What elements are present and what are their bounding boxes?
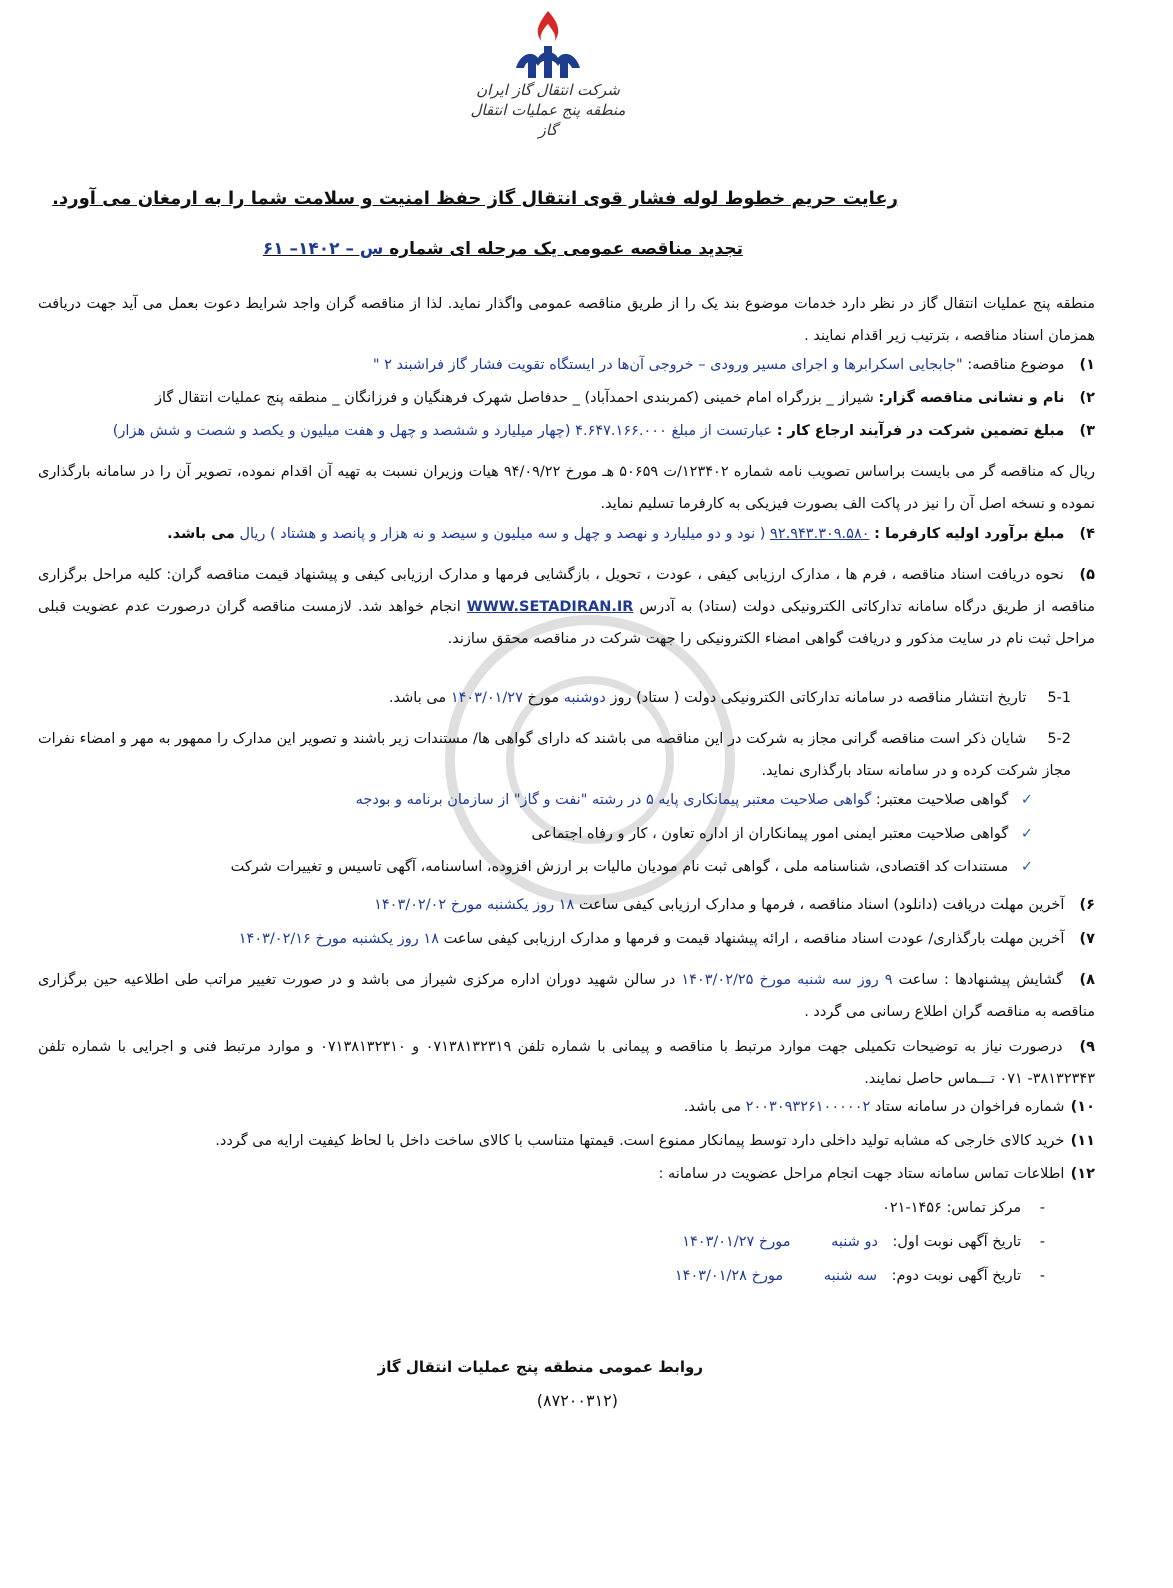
check-icon: ✓ xyxy=(1020,826,1033,842)
check-item-3 xyxy=(231,859,1033,875)
item-6-number: ۶) xyxy=(1079,897,1095,913)
contact-center xyxy=(882,1200,1045,1216)
item-10-text: شماره فراخوان در سامانه ستاد xyxy=(874,1099,1065,1115)
item-7-deadline: ۱۸ روز یکشنبه مورخ ۱۴۰۳/۰۲/۱۶ xyxy=(238,931,439,947)
item-3-label: مبلغ تضمین شرکت در فرآیند ارجاع کار : xyxy=(776,423,1065,439)
item-5-1-day: دوشنبه xyxy=(563,690,606,706)
check-icon: ✓ xyxy=(1020,792,1033,808)
tender-title-prefix: تجدید مناقصه عمومی یک مرحله ای شماره xyxy=(389,239,743,259)
item-7 xyxy=(239,931,1095,947)
check-item-1-label: گواهی صلاحیت معتبر: xyxy=(875,792,1009,808)
item-3-rest: ریال که مناقصه گر می بایست براساس تصویب نامه شماره ۱۲۳۴۰۲/ت ۵۰۶۵۹ هـ مورخ ۹۴/۰۹/۲۲ هیات وزیران نسبت به تهیه آن اقدام نموده، تصویر آن را در سامانه بارگذاری نموده و نسخه اصل آن را نیز در پاکت الف بصورت فیزیکی به کارفرما تسلیم نماید. xyxy=(38,464,1095,512)
item-1-number: ۱) xyxy=(1079,357,1095,373)
first-publication xyxy=(682,1234,1045,1250)
item-6-deadline: ۱۸ روز یکشنبه مورخ ۱۴۰۳/۰۲/۰۲ xyxy=(374,897,575,913)
tender-title xyxy=(263,239,743,259)
item-5-number: ۵) xyxy=(1079,567,1096,583)
item-7-text: آخرین مهلت بارگذاری/ عودت اسناد مناقصه ، ارائه پیشنهاد قیمت و فرمها و مدارک ارزیابی کیفی ساعت xyxy=(443,931,1065,947)
second-publication-label: تاریخ آگهی نوبت دوم: xyxy=(891,1268,1022,1284)
first-publication-label: تاریخ آگهی نوبت اول: xyxy=(892,1234,1022,1250)
item-9 xyxy=(38,1031,1095,1095)
item-2-label: نام و نشانی مناقصه گزار: xyxy=(878,390,1065,406)
item-5-text: نحوه دریافت اسناد مناقصه ، فرم ها ، مدارک ارزیابی کیفی ، عودت ، تحویل ، بازگشایی فرمها و مدارک ارزیابی کیفی و پیشنهاد قیمت مناقصه گران: کلیه مراحل برگزاری مناقصه از طریق درگاه سامانه تدارکاتی الکترونیکی دولت (ستاد) به آدرس xyxy=(38,567,1095,615)
item-9-number: ۹) xyxy=(1079,1039,1095,1055)
intro-paragraph: منطقه پنج عملیات انتقال گاز در نظر دارد خدمات موضوع بند یک را از طریق مناقصه عمومی واگذار نماید. لذا از مناقصه گران واجد شرایط دعوت بعمل می آید جهت دریافت همزمان اسناد مناقصه ، بترتیب زیر اقدام نمایند . xyxy=(38,296,1095,344)
item-5-1-number: 5-1 xyxy=(1047,690,1071,706)
setad-link[interactable]: WWW.SETADIRAN.IR xyxy=(466,599,634,615)
item-5-after: انجام خواهد شد. xyxy=(357,599,461,615)
item-3-value: عبارتست از مبلغ ۴.۶۴۷.۱۶۶.۰۰۰ (چهار میلیارد و ششصد و چهل و هفت میلیون و یکصد و شصت و شش هزار) xyxy=(112,423,773,439)
call-number: ۲۰۰۳۰۹۳۲۶۱۰۰۰۰۰۲ xyxy=(745,1099,871,1115)
item-8-opening-time: ۹ روز سه شنبه مورخ ۱۴۰۳/۰۲/۲۵ xyxy=(681,972,893,988)
item-6-text: آخرین مهلت دریافت (دانلود) اسناد مناقصه ، فرمها و مدارک ارزیابی کیفی ساعت xyxy=(578,897,1065,913)
item-5-1-text: تاریخ انتشار مناقصه در سامانه تدارکاتی الکترونیکی دولت ( ستاد) روز xyxy=(610,690,1027,706)
second-publication xyxy=(675,1268,1045,1284)
item-8 xyxy=(38,964,1095,1028)
item-1-value: "جابجایی اسکرابرها و اجرای مسیر ورودی – خروجی آن‌ها در ایستگاه تقویت فشار گاز فراشبند ۲ " xyxy=(372,357,963,373)
item-5-1 xyxy=(389,690,1071,706)
item-6 xyxy=(374,897,1095,913)
item-4-amount: ۹۲.۹۴۳.۳۰۹.۵۸۰ xyxy=(770,526,870,542)
item-1-label: موضوع مناقصه: xyxy=(967,357,1065,373)
contact-center-text: مرکز تماس: ۱۴۵۶-۰۲۱ xyxy=(882,1200,1022,1216)
check-item-2-text: گواهی صلاحیت معتبر ایمنی امور پیمانکاران از اداره تعاون ، کار و رفاه اجتماعی xyxy=(531,826,1009,842)
item-1 xyxy=(373,357,1095,373)
item-8-label: گشایش پیشنهادها : ساعت xyxy=(898,972,1064,988)
dash-bullet: - xyxy=(1039,1234,1045,1250)
item-10-number: ۱۰) xyxy=(1070,1099,1095,1115)
check-item-2 xyxy=(531,826,1033,842)
item-8-number: ۸) xyxy=(1079,972,1096,988)
item-4-label: مبلغ برآورد اولیه کارفرما : xyxy=(874,526,1065,542)
item-4-number: ۴) xyxy=(1079,526,1095,542)
item-3 xyxy=(113,423,1095,439)
item-2-value: شیراز _ بزرگراه امام خمینی (کمربندی احمدآباد) _ حدفاصل شهرک فرهنگیان و فرزانگان _ منطقه پنج عملیات انتقال گاز xyxy=(154,390,874,406)
item-5-1-date: ۱۴۰۳/۰۱/۲۷ xyxy=(450,690,523,706)
second-publication-date: مورخ ۱۴۰۳/۰۱/۲۸ xyxy=(674,1268,784,1284)
item-11-number: ۱۱) xyxy=(1070,1133,1095,1149)
tender-number: س – ۱۴۰۲– ۶۱ xyxy=(262,239,384,259)
dash-bullet: - xyxy=(1039,1200,1045,1216)
item-2 xyxy=(155,390,1095,406)
item-9-text: درصورت نیاز به توضیحات تکمیلی جهت موارد مرتبط با مناقصه و پیمانی با شماره تلفن ۰۷۱۳۸۱۳۲۳۱۹ و ۰۷۱۳۸۱۳۲۳۱۰ و موارد مرتبط فنی و اجرایی با شماره تلفن ۳۸۱۳۲۳۴۳- ۰۷۱ تـــماس حاصل نمایند. xyxy=(38,1039,1095,1087)
item-5-1-mid: مورخ xyxy=(527,690,560,706)
check-item-1 xyxy=(356,792,1033,808)
item-5-more: لازمست مناقصه گران درصورت عدم عضویت قبلی مراحل ثبت نام در سایت مذکور و دریافت گواهی امضاء الکترونیکی را جهت شرکت در مناقصه محقق سازند. xyxy=(38,599,1095,647)
check-icon: ✓ xyxy=(1020,859,1033,875)
item-4 xyxy=(167,526,1095,542)
item-5-2-number: 5-2 xyxy=(1047,731,1071,747)
logo-line-1: شرکت انتقال گاز ایران xyxy=(476,81,620,99)
logo-line-2: منطقه پنج عملیات انتقال گاز xyxy=(470,101,626,139)
item-3-number: ۳) xyxy=(1079,423,1095,439)
item-8-rest: در سالن شهید دوران اداره مرکزی شیراز می باشد و در صورت تغییر مراتب طی اطلاعیه حین برگزاری مناقصه به مناقصه گران اطلاع رسانی می گردد . xyxy=(38,972,1095,1020)
footer-org: روابط عمومی منطقه پنج عملیات انتقال گاز xyxy=(377,1358,703,1376)
check-item-3-text: مستندات کد اقتصادی، شناسنامه ملی ، گواهی ثبت نام مودیان مالیات بر ارزش افزوده، اساسنامه، آگهی تاسیس و تغییرات شرکت xyxy=(230,859,1009,875)
item-2-number: ۲) xyxy=(1079,390,1095,406)
item-4-words: ( نود و دو میلیارد و نهصد و چهل و سه میلیون و سیصد و نه هزار و پانصد و هشتاد ) ریال xyxy=(239,526,766,542)
second-publication-day: سه شنبه xyxy=(823,1268,878,1284)
first-publication-date: مورخ ۱۴۰۳/۰۱/۲۷ xyxy=(682,1234,791,1250)
item-5-2-text: شایان ذکر است مناقصه گرانی مجاز به شرکت در این مناقصه می باشند که دارای گواهی ها/ مستندات زیر باشند و تصویر این مدارک را ممهور به مهر و امضاء نفرات مجاز شرکت کرده و در سامانه ستاد بارگذاری نماید. xyxy=(38,731,1071,779)
item-12-number: ۱۲) xyxy=(1070,1166,1095,1182)
logo-caption xyxy=(468,80,628,140)
item-7-number: ۷) xyxy=(1079,931,1095,947)
item-10-tail: می باشد. xyxy=(683,1099,742,1115)
safety-slogan: رعایت حریم خطوط لوله فشار قوی انتقال گاز حفظ امنیت و سلامت شما را به ارمغان می آورد. xyxy=(52,188,898,209)
item-5-2 xyxy=(38,723,1071,787)
footer-code: (۸۷۲۰۰۳۱۲) xyxy=(536,1391,618,1410)
item-12 xyxy=(659,1166,1095,1182)
item-11-text: خرید کالای خارجی که مشابه تولید داخلی دارد توسط پیمانکار ممنوع است. قیمتها متناسب با کالای ساخت داخل با لحاظ کیفیت ارایه می گردد. xyxy=(215,1133,1065,1149)
item-12-text: اطلاعات تماس سامانه ستاد جهت انجام مراحل عضویت در سامانه : xyxy=(658,1166,1065,1182)
first-publication-day: دو شنبه xyxy=(831,1234,878,1250)
dash-bullet: - xyxy=(1039,1268,1045,1284)
item-5-1-tail: می باشد. xyxy=(388,690,447,706)
item-5 xyxy=(38,559,1095,655)
item-10 xyxy=(684,1099,1095,1115)
item-11 xyxy=(215,1133,1095,1149)
item-4-tail: می باشد. xyxy=(167,526,235,542)
check-item-1-value: گواهی صلاحیت معتبر پیمانکاری پایه ۵ در رشته "نفت و گاز" از سازمان برنامه و بودجه xyxy=(355,792,872,808)
